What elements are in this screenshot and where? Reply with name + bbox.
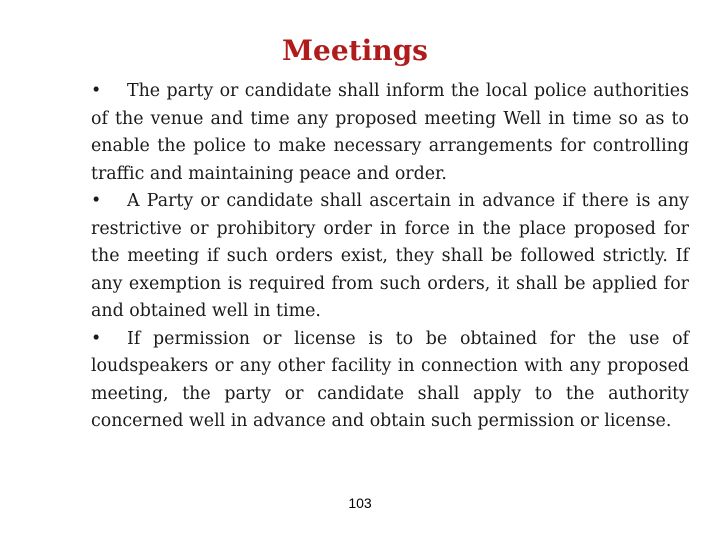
bullet-text: A Party or candidate shall ascertain in advance if there is any restrictive or prohibitory order in force in the place proposed for the meeting if such orders exist, they shall be followed strictly. If any exemption is required from such orders, it shall be applied for and obtained well in time.	[91, 191, 689, 321]
bullet-item	[91, 188, 689, 326]
bullet-item	[91, 326, 689, 436]
bullet-icon: •	[91, 328, 102, 349]
bullet-text: If permission or license is to be obtained for the use of loudspeakers or any other facility in connection with any proposed meeting, the party or candidate shall apply to the authority concerned well in advance and obtain such permission or license.	[91, 328, 689, 431]
bullet-list	[91, 78, 689, 436]
bullet-icon: •	[91, 191, 102, 211]
page-title: Meetings	[282, 34, 428, 67]
bullet-icon: •	[91, 81, 102, 101]
page-number: 103	[348, 495, 372, 511]
bullet-text: The party or candidate shall inform the local police authorities of the venue and time any proposed meeting Well in time so as to enable the police to make necessary arrangements for controlling traffic and maintaining peace and order.	[91, 81, 689, 184]
bullet-item	[91, 78, 689, 188]
